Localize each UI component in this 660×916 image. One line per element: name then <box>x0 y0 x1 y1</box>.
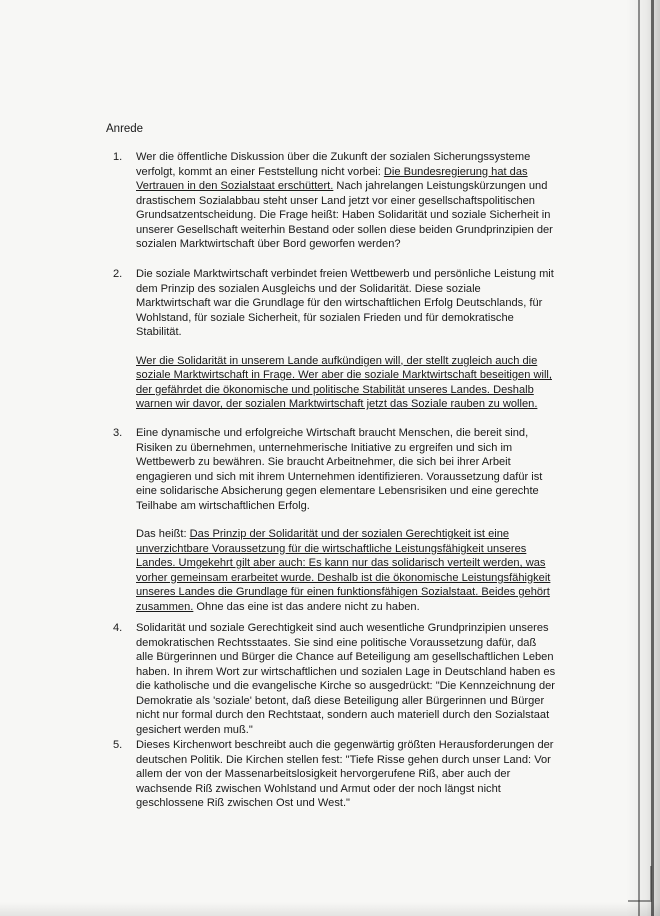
scan-edge-line <box>638 0 640 916</box>
text-run: Dieses Kirchenwort beschreibt auch die gegenwärtig größten Herausforderungen der deutschen Politik. Die Kirchen stellen fest: "Tiefe Risse gehen durch unser Land: Vor allem der von der Massenarbeitslosigkeit hervorgerufene Riß, aber auch der wachsende Riß zwischen Wohlstand und Armut oder der noch längst nicht geschlossene Riß zwischen Ost und West." <box>136 739 554 809</box>
underlined-emphasis: Wer die Solidarität in unserem Lande aufkündigen will, der stellt zugleich auch die soziale Marktwirtschaft in Frage. Wer aber die soziale Marktwirtschaft beseitigen will, der gefährdet die ökonomische und politische Stabilität unseres Landes. Deshalb warnen wir davor, der sozialen Marktwirtschaft jetzt das Soziale rauben zu wollen. <box>136 354 552 410</box>
paragraph-text <box>136 426 556 513</box>
paragraph-text <box>136 267 556 340</box>
text-run: Wer die öffentliche Diskussion über die Zukunft der sozialen Sicherungssysteme verfolgt, kommt an einer Feststellung nicht vorbei: <box>136 151 531 178</box>
paragraph-text <box>136 527 556 614</box>
text-run: Solidarität und soziale Gerechtigkeit sind auch wesentliche Grundprinzipien unseres demokratischen Rechtsstaates. Sie sind eine politische Voraussetzung dafür, daß alle Bürgerinnen und Bürger die Chance auf Beteiligung am gesellschaftlichen Leben haben. In ihrem Wort zur wirtschaftlichen und sozialen Lage in Deutschland haben es die katholische und die evangelische Kirche so ausgedrückt: "Die Kennzeichnung der Demokratie als 'soziale' betont, daß diese Beteiligung aller Bürgerinnen und Bürger nicht nur formal durch den Rechtstaat, sondern auch materiell durch den Sozialstaat gesichert werden muß." <box>136 622 556 736</box>
text-run: Nach jahrelangen Leistungskürzungen und drastischem Sozialabbau steht unser Land jetzt vor einer gesellschaftspolitischen Grundsatzentscheidung. Die Frage heißt: Haben Solidarität und soziale Sicherheit in unserer Gesellschaft weiterhin Bestand oder sollen diese beiden Grundprinzipien der sozialen Marktwirtschaft über Bord geworfen werden? <box>136 180 553 250</box>
salutation-heading: Anrede <box>106 123 144 135</box>
paragraph-text <box>136 738 556 811</box>
underlined-emphasis: Die Bundesregierung hat das Vertrauen in den Sozialstaat erschüttert. <box>136 165 528 192</box>
paragraph-number: 5. <box>113 739 123 751</box>
underlined-emphasis: Das Prinzip der Solidarität und der sozialen Gerechtigkeit ist eine unverzichtbare Voraussetzung für die wirtschaftliche Leistungsfähigkeit unseres Landes. Umgekehrt gilt aber auch: Es kann nur das solidarisch verteilt werden, was vorher gemeinsam erarbeitet wurde. Deshalb ist die ökonomische Leistungsfähigkeit unseres Landes die Grundlage für einen funktionsfähigen Sozialstaat. Beides gehört zusammen. <box>136 528 551 613</box>
paragraph-number: 4. <box>113 622 123 634</box>
paragraph-text <box>136 354 556 412</box>
paragraph-text <box>136 150 556 252</box>
paragraph-number: 2. <box>113 268 123 280</box>
paragraph-body <box>136 267 556 412</box>
text-run: Ohne das eine ist das andere nicht zu haben. <box>193 600 420 613</box>
paragraph-body <box>136 150 556 252</box>
paragraph-text <box>136 621 556 737</box>
paragraph-body <box>136 738 556 811</box>
text-run: Die soziale Marktwirtschaft verbindet freien Wettbewerb und persönliche Leistung mit dem Prinzip des sozialen Ausgleichs und der Solidarität. Diese soziale Marktwirtschaft war die Grundlage für den wirtschaftlichen Erfolg Deutschlands, für Wohlstand, für soziale Sicherheit, für sozialen Frieden und für demokratische Stabilität. <box>136 268 554 338</box>
scan-edge-shadow <box>626 0 660 916</box>
scan-edge-line-outer <box>651 0 654 916</box>
scan-bottom-shadow <box>0 902 660 916</box>
paragraph-body <box>136 621 556 737</box>
scan-corner-mark <box>628 866 652 902</box>
text-run: Das heißt: <box>136 528 190 540</box>
text-run: Eine dynamische und erfolgreiche Wirtschaft braucht Menschen, die bereit sind, Risiken zu übernehmen, unternehmerische Initiative zu ergreifen und sich im Wettbewerb zu bewähren. Sie braucht Arbeitnehmer, die sich bei ihrer Arbeit engagieren und sich mit ihrem Unternehmen identifizieren. Voraussetzung dafür ist eine solidarische Absicherung gegen elementare Lebensrisiken und eine gerechte Teilhabe am wirtschaftlichen Erfolg. <box>136 427 543 512</box>
paragraph-number: 1. <box>113 151 123 163</box>
paragraph-number: 3. <box>113 427 123 439</box>
paragraph-body <box>136 426 556 614</box>
